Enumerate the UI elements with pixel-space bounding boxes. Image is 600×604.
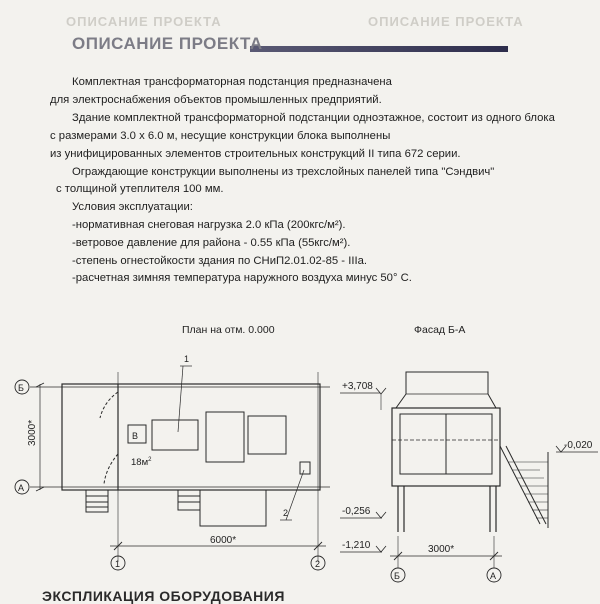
- description-line: -степень огнестойкости здания по СНиП2.01.02-85 - IIIа.: [72, 255, 368, 267]
- facade-width-dimension: 3000*: [428, 544, 455, 555]
- facade-axis-a-label: А: [490, 571, 497, 581]
- room-label: В: [132, 431, 139, 441]
- facade-title: Фасад Б-А: [414, 324, 466, 336]
- plan-axis-b-label: Б: [18, 383, 24, 393]
- description-line: Комплектная трансформаторная подстанция предназначена: [72, 76, 392, 88]
- plan-title: План на отм. 0.000: [182, 324, 275, 336]
- plan-height-dimension: 3000*: [27, 419, 38, 446]
- description-line: -нормативная снеговая нагрузка 2.0 кПа (200кгс/м²).: [72, 219, 346, 231]
- page-title: ОПИСАНИЕ ПРОЕКТА: [72, 34, 263, 53]
- plan-axis-1-label: 1: [115, 559, 121, 569]
- room-area: $18м^2$: [131, 457, 152, 468]
- callout-1-label: 1: [184, 354, 190, 364]
- description-line: -расчетная зимняя температура наружного воздуха минус 50° С.: [72, 272, 412, 284]
- description-line: для электроснабжения объектов промышленных предприятий.: [50, 94, 382, 106]
- level-bottom-label: -1,210: [342, 540, 371, 551]
- equipment-section-title: ЭКСПЛИКАЦИЯ ОБОРУДОВАНИЯ: [42, 588, 285, 604]
- description-line: Здание комплектной трансформаторной подстанции одноэтажное, состоит из одного блока: [72, 112, 555, 124]
- description-line: Условия эксплуатации:: [72, 201, 193, 213]
- plan-width-dimension: 6000*: [210, 535, 237, 546]
- description-line: Ограждающие конструкции выполнены из трехслойных панелей типа "Сэндвич": [72, 166, 495, 178]
- level-right-label: -0,020: [564, 440, 593, 451]
- floor-plan: [15, 366, 330, 570]
- facade-drawing: [340, 372, 598, 582]
- description-line: из унифицированных элементов строительных конструкций II типа 672 серии.: [50, 148, 461, 160]
- plan-axis-2-label: 2: [315, 559, 321, 569]
- facade-axis-b-label: Б: [394, 571, 400, 581]
- description-line: с толщиной утеплителя 100 мм.: [56, 183, 224, 195]
- description-line: с размерами 3.0 х 6.0 м, несущие конструкции блока выполнены: [50, 130, 391, 142]
- ghost-text-left: ОПИСАНИЕ ПРОЕКТА: [66, 14, 222, 29]
- plan-axis-a-label: А: [18, 483, 25, 493]
- callout-2-label: 2: [283, 508, 289, 518]
- description-line: -ветровое давление для района - 0.55 кПа (55кгс/м²).: [72, 237, 351, 249]
- level-mid-label: -0,256: [342, 506, 371, 517]
- ghost-text-right: ОПИСАНИЕ ПРОЕКТА: [368, 14, 524, 29]
- level-top-label: +3,708: [342, 381, 373, 392]
